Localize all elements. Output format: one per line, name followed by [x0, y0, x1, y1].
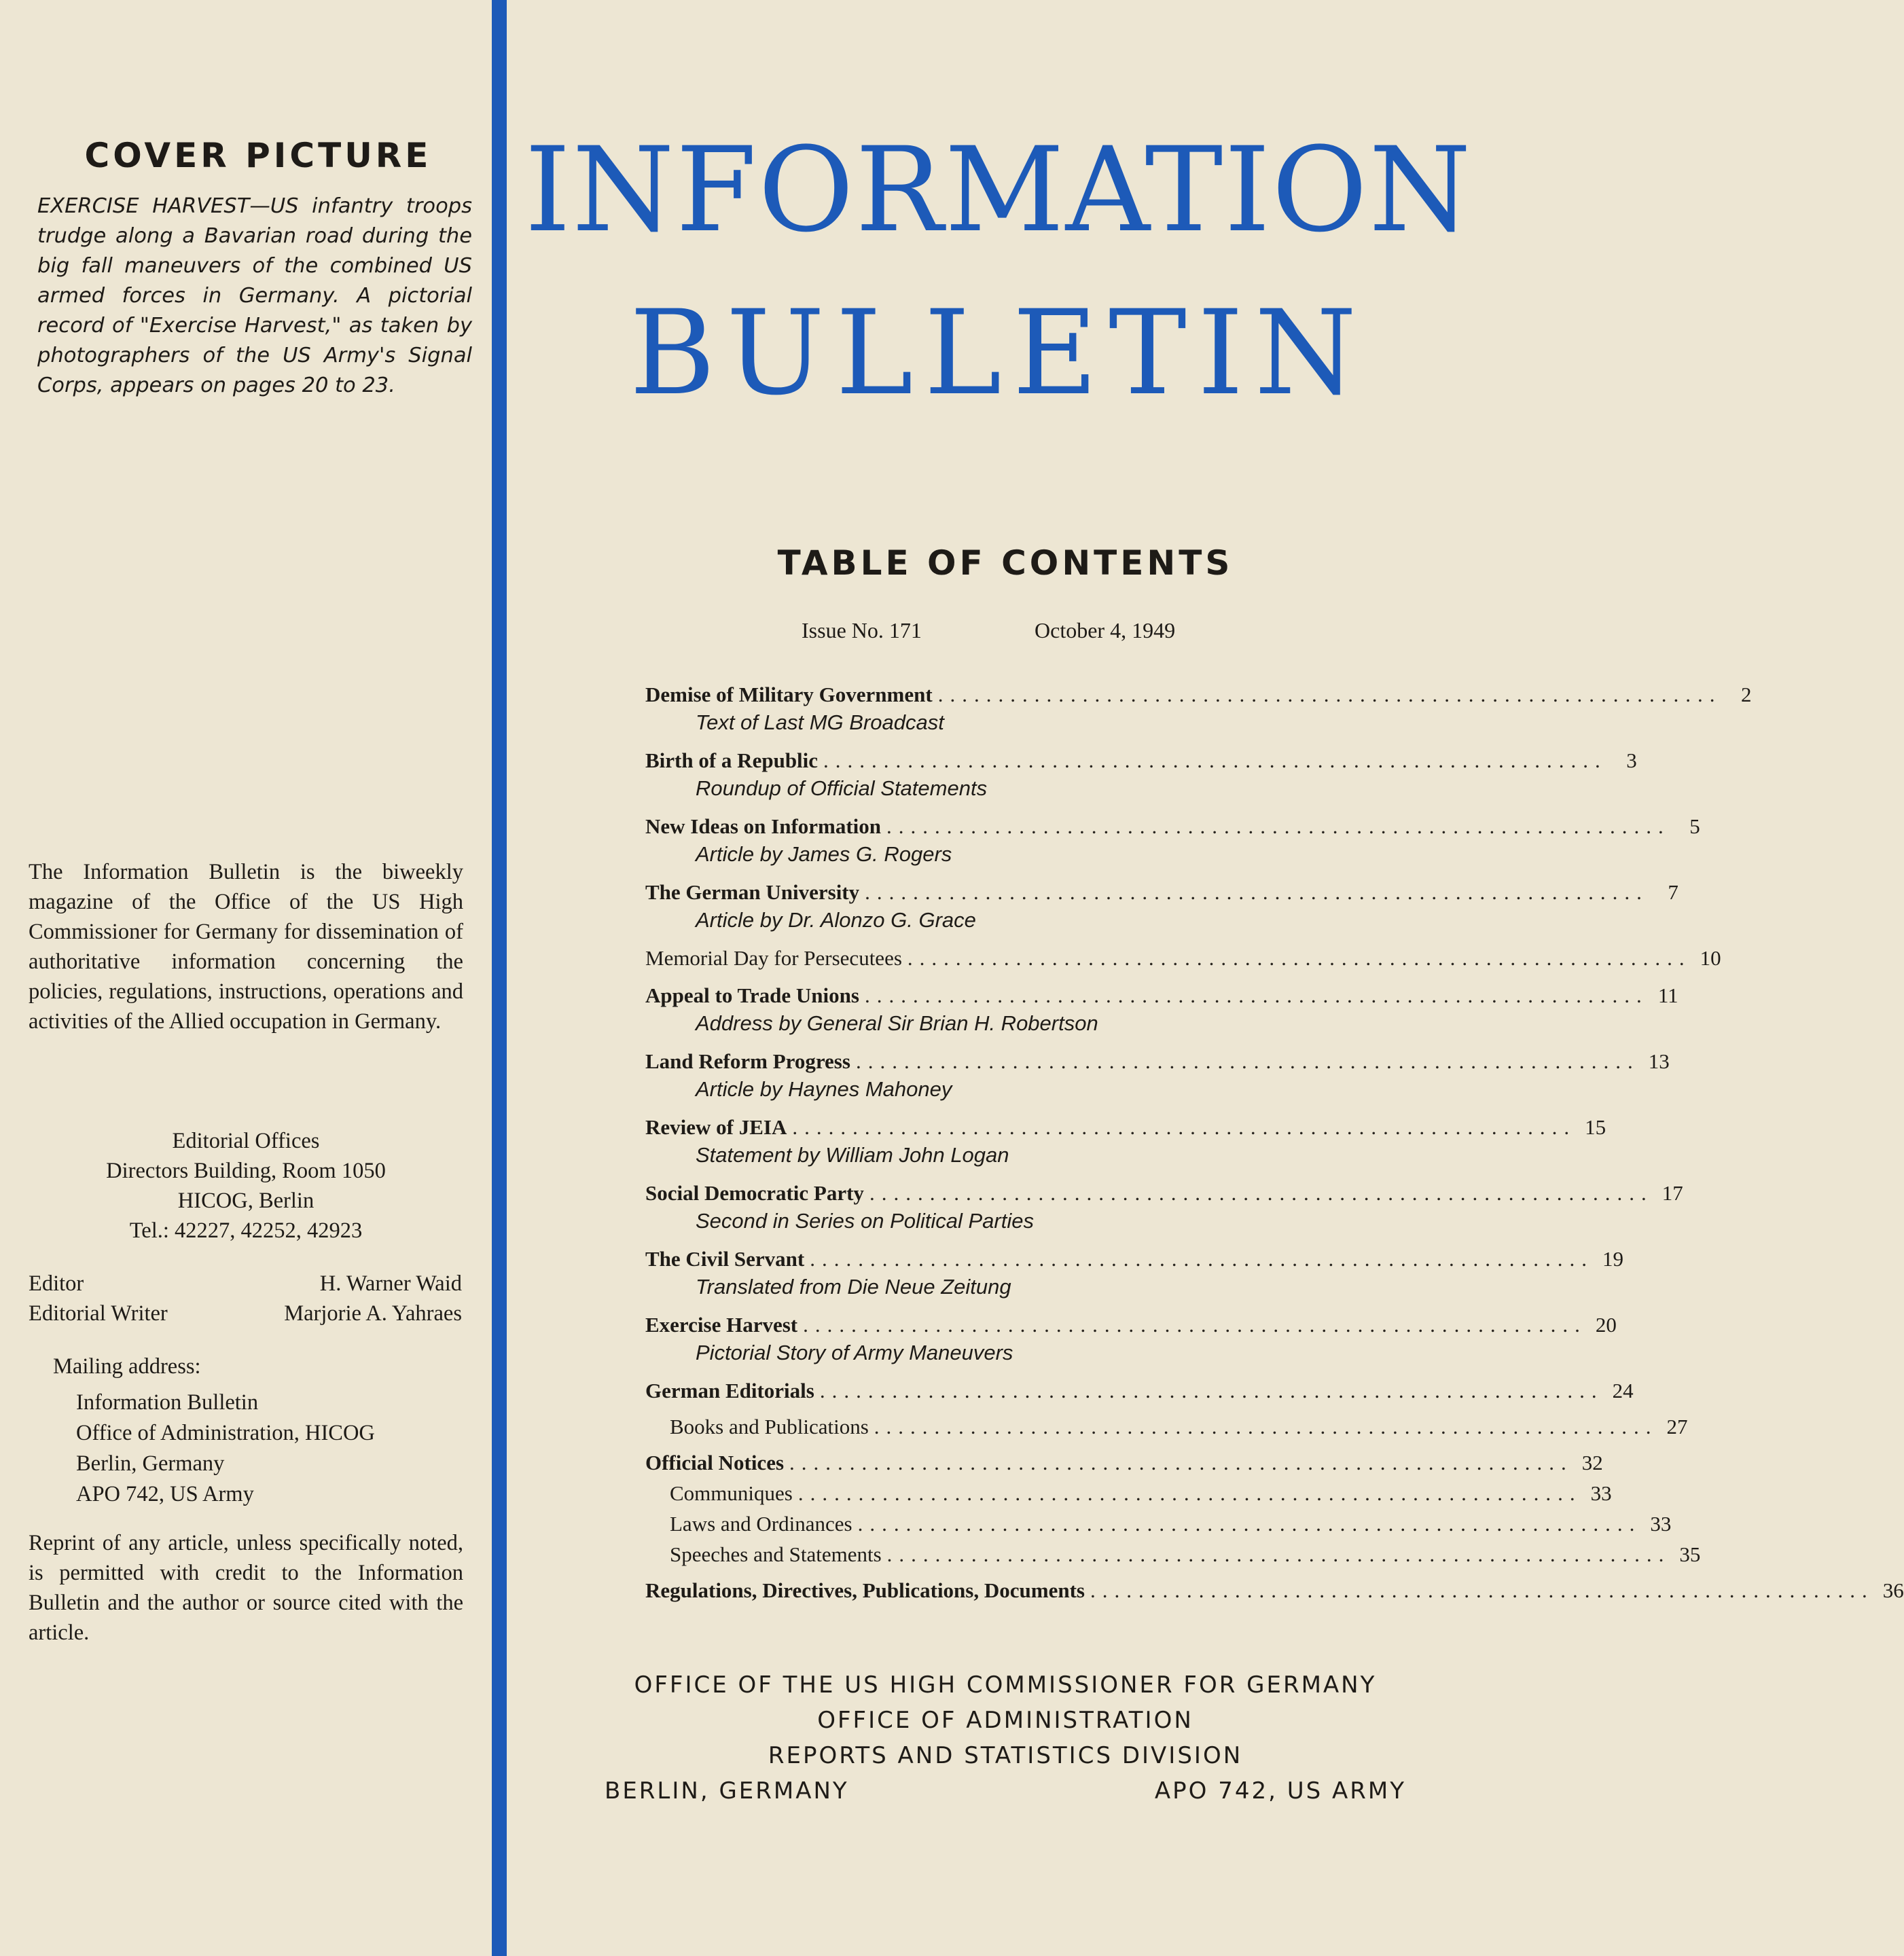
toc-entry[interactable]: Books and Publications ................................................................. 27 [645, 1411, 1367, 1442]
toc-entry-title: New Ideas on Information [645, 814, 882, 838]
toc-entry-title: Social Democratic Party [645, 1181, 864, 1205]
toc-entry-title: Review of JEIA [645, 1115, 787, 1139]
writer-name: Marjorie A. Yahraes [284, 1301, 462, 1326]
toc-entry-title: Appeal to Trade Unions [645, 983, 859, 1007]
toc-entry-title: Demise of Military Government [645, 683, 933, 706]
mailing-line: Information Bulletin [76, 1390, 259, 1415]
editor-name: H. Warner Waid [319, 1271, 462, 1296]
toc-entry[interactable]: Regulations, Directives, Publications, Documents ................................................................. 36 [645, 1575, 1367, 1606]
toc-entry-page: 17 [1661, 1181, 1683, 1205]
toc-entry-title: Books and Publications [670, 1415, 869, 1438]
toc-entry-title: The Civil Servant [645, 1247, 805, 1271]
toc-entry-subtitle: Article by James G. Rogers [696, 842, 952, 866]
blue-vertical-rule [492, 0, 507, 1956]
toc-entry-title: Communiques [670, 1481, 793, 1505]
toc-entry[interactable]: Social Democratic Party ................................................................. 17 [645, 1178, 1367, 1208]
footer-city: BERLIN, GERMANY [605, 1777, 849, 1805]
toc-entry-page: 10 [1700, 946, 1721, 970]
publisher-footer [605, 1667, 1406, 1809]
editor-row [29, 1269, 462, 1299]
toc-entry-title: Speeches and Statements [670, 1542, 882, 1566]
mailing-line: Berlin, Germany [76, 1451, 225, 1476]
offices-line: Editorial Offices [172, 1129, 320, 1153]
toc-entry[interactable]: New Ideas on Information ................................................................. 5 [645, 811, 1367, 841]
offices-line: Directors Building, Room 1050 [106, 1159, 386, 1183]
toc-entry[interactable]: Communiques ................................................................. 33 [645, 1478, 1367, 1508]
mailing-line: APO 742, US Army [76, 1482, 254, 1506]
toc-entry[interactable]: The Civil Servant ................................................................. 19 [645, 1244, 1367, 1274]
writer-row [29, 1299, 462, 1328]
toc-entry-title: Birth of a Republic [645, 748, 819, 772]
toc-entry-page: 7 [1668, 880, 1678, 904]
toc-entry[interactable]: German Editorials ................................................................. 24 [645, 1375, 1367, 1406]
toc-entry[interactable]: Memorial Day for Persecutees ................................................................. 10 [645, 943, 1367, 973]
toc-entry-page: 15 [1585, 1115, 1606, 1139]
issue-number: Issue No. 171 [802, 618, 922, 642]
toc-entry-title: German Editorials [645, 1379, 814, 1402]
toc-entry-page: 32 [1581, 1451, 1603, 1474]
masthead-bulletin: BULLETIN [629, 285, 1368, 421]
masthead-information: INFORMATION [524, 122, 1473, 258]
writer-label: Editorial Writer [29, 1301, 168, 1326]
editorial-offices [29, 1126, 463, 1246]
toc-entry-page: 27 [1666, 1415, 1688, 1438]
toc-entry-subtitle: Article by Haynes Mahoney [696, 1077, 952, 1101]
footer-address-row [605, 1773, 1406, 1809]
mailing-label: Mailing address: [53, 1354, 201, 1379]
toc-entry-page: 5 [1689, 814, 1700, 838]
toc-heading: TABLE OF CONTENTS [777, 543, 1234, 583]
toc-entry-subtitle: Second in Series on Political Parties [696, 1209, 1034, 1233]
issue-date: October 4, 1949 [1035, 618, 1176, 642]
offices-line: HICOG, Berlin [177, 1189, 315, 1213]
toc-entry-page: 13 [1648, 1049, 1670, 1073]
footer-line-office: OFFICE OF THE US HIGH COMMISSIONER FOR GERMANY [634, 1671, 1377, 1699]
toc-entry-subtitle: Statement by William John Logan [696, 1143, 1009, 1167]
footer-line-administration: OFFICE OF ADMINISTRATION [817, 1707, 1193, 1734]
toc-entry[interactable]: Appeal to Trade Unions ................................................................. 11 [645, 980, 1367, 1011]
mailing-address [76, 1388, 375, 1510]
editor-label: Editor [29, 1271, 84, 1296]
toc-entry[interactable]: Exercise Harvest ................................................................. 20 [645, 1309, 1367, 1340]
toc-entry-title: The German University [645, 880, 860, 904]
toc-entry-title: Exercise Harvest [645, 1313, 798, 1337]
toc-entry[interactable]: Speeches and Statements ................................................................. 35 [645, 1539, 1367, 1570]
toc-entry[interactable]: Official Notices ................................................................. 32 [645, 1447, 1367, 1478]
toc-entry-title: Memorial Day for Persecutees [645, 946, 902, 970]
footer-apo: APO 742, US ARMY [1154, 1777, 1406, 1805]
toc-entry[interactable]: Birth of a Republic ................................................................. 3 [645, 745, 1367, 776]
toc-entry-page: 35 [1679, 1542, 1701, 1566]
toc-entry-title: Official Notices [645, 1451, 785, 1474]
toc-entry-subtitle: Article by Dr. Alonzo G. Grace [696, 908, 976, 932]
toc-entry-subtitle: Address by General Sir Brian H. Robertson [696, 1011, 1098, 1035]
toc-entry[interactable]: The German University ................................................................. 7 [645, 877, 1367, 907]
toc-entry-page: 36 [1882, 1578, 1904, 1602]
toc-entry-title: Regulations, Directives, Publications, Documents [645, 1578, 1085, 1602]
cover-picture-caption: EXERCISE HARVEST—US infantry troops trudge along a Bavarian road during the big fall maneuvers of the combined US armed forces in Germany. A pictorial record of "Exercise Harvest," as taken by photographers of the US Army's Signal Corps, appears on pages 20 to 23. [37, 194, 472, 397]
offices-line: Tel.: 42227, 42252, 42923 [129, 1218, 363, 1243]
toc-entry-subtitle: Roundup of Official Statements [696, 776, 988, 800]
toc-entry-title: Laws and Ordinances [670, 1512, 852, 1536]
footer-line-division: REPORTS AND STATISTICS DIVISION [768, 1742, 1243, 1769]
toc-entry[interactable]: Review of JEIA ................................................................. 15 [645, 1112, 1367, 1142]
toc-entry-page: 24 [1612, 1379, 1634, 1402]
toc-entry-page: 3 [1626, 748, 1637, 772]
toc-entry-page: 33 [1650, 1512, 1672, 1536]
toc-entry-subtitle: Translated from Die Neue Zeitung [696, 1275, 1011, 1299]
mailing-line: Office of Administration, HICOG [76, 1421, 375, 1445]
toc-entry-title: Land Reform Progress [645, 1049, 850, 1073]
toc-entry[interactable]: Land Reform Progress ................................................................. 13 [645, 1046, 1367, 1076]
toc-entry-page: 19 [1602, 1247, 1623, 1271]
toc-entry-page: 11 [1657, 983, 1678, 1007]
toc-entry-subtitle: Pictorial Story of Army Maneuvers [696, 1341, 1013, 1364]
toc-entry-page: 20 [1595, 1313, 1617, 1337]
reprint-notice: Reprint of any article, unless specifically noted, is permitted with credit to the Information Bulletin and the author or source cited with the article. [29, 1531, 463, 1645]
toc-entry-page: 2 [1740, 683, 1752, 706]
toc-entry[interactable]: Demise of Military Government ................................................................. 2 [645, 679, 1367, 710]
cover-picture-heading: COVER PICTURE [84, 136, 432, 175]
toc-list [645, 679, 1904, 1606]
about-paragraph: The Information Bulletin is the biweekly magazine of the Office of the US High Commissioner for Germany for dissemination of authoritative information concerning the policies, regulations, instructions, operations and activities of the Allied occupation in Germany. [29, 860, 463, 1034]
toc-entry[interactable]: Laws and Ordinances ................................................................. 33 [645, 1508, 1367, 1539]
staff-credits [29, 1269, 462, 1328]
toc-entry-page: 33 [1590, 1481, 1612, 1505]
toc-entry-subtitle: Text of Last MG Broadcast [696, 710, 944, 734]
